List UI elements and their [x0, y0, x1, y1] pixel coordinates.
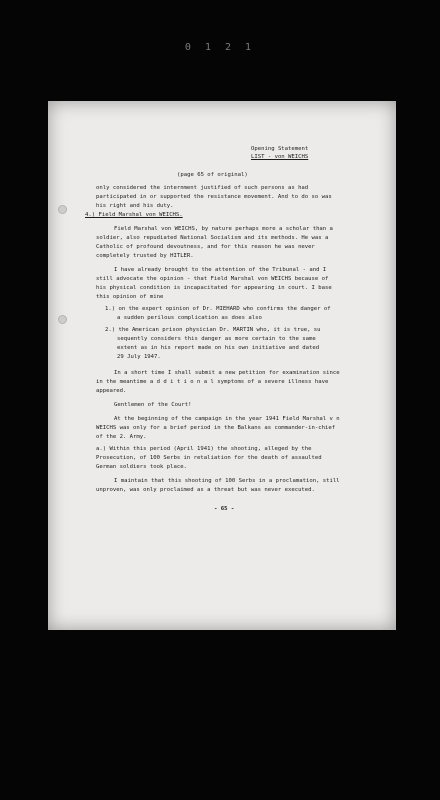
salutation: Gentlemen of the Court! — [114, 402, 192, 408]
text-line: In a short time I shall submit a new petition for examination since — [114, 370, 340, 376]
microfilm-frame-code: 0 1 2 1 — [184, 42, 256, 53]
text-line: soldier, also repudiated National Socialism and its methods. He was a — [96, 235, 329, 241]
header-case: LIST - von WEICHS — [251, 154, 309, 160]
text-line: I maintain that this shooting of 100 Serbs in a proclamation, still — [114, 478, 340, 484]
text-line: his physical condition is incapacitated for appearing in court. I base — [96, 285, 332, 291]
text-line: At the beginning of the campaign in the year 1941 Field Marshal v n — [114, 416, 340, 422]
text-line: Field Marshal von WEICHS, by nature perhaps more a scholar than a — [114, 226, 333, 232]
document-text — [48, 101, 396, 630]
text-line: this opinion of mine — [96, 294, 164, 300]
text-line: WEICHS was only for a brief period in the Balkans as commander-in-chief — [96, 425, 336, 431]
list-item-cont: a sudden perilous complication as does also — [117, 315, 262, 321]
text-line: I have already brought to the attention of the Tribunal - and I — [114, 267, 327, 273]
text-line: Prosecution, of 100 Serbs in retaliation for the death of assaulted — [96, 455, 322, 461]
text-line: participated in or supported the resistance movement. And to do so was — [96, 194, 332, 200]
list-item: 1.) on the expert opinion of Dr. MIEHARD who confirms the danger of — [105, 306, 331, 312]
list-item-cont: extent as in his report made on his own initiative and dated — [117, 345, 320, 351]
document-page — [48, 101, 396, 630]
list-item-cont: sequently considers this danger as more certain to the same — [117, 336, 316, 342]
header-title: Opening Statement — [251, 146, 309, 152]
text-line: only considered the internment justified of such persons as had — [96, 185, 309, 191]
text-line: in the meantime a d d i t i o n a l symptoms of a severe illness have — [96, 379, 329, 385]
page-reference: (page 65 of original) — [177, 172, 248, 178]
text-line: Catholic of profound devoutness, and for this reason he was never — [96, 244, 315, 250]
text-line: completely trusted by HITLER. — [96, 253, 194, 259]
page-number: - 65 - — [214, 506, 235, 512]
text-line: his right and his duty. — [96, 203, 174, 209]
text-line: appeared. — [96, 388, 127, 394]
list-item: 2.) the American prison physician Dr. MARTIN who, it is true, su — [105, 327, 321, 333]
text-line: of the 2. Army. — [96, 434, 147, 440]
text-line: still advocate the opinion - that Field Marshal von WEICHS because of — [96, 276, 329, 282]
list-item-cont: 29 July 1947. — [117, 354, 161, 360]
text-line: unproven, was only proclaimed as a threat but was never executed. — [96, 487, 315, 493]
section-heading: 4.) Field Marshal von WEICHS. — [85, 212, 183, 218]
text-line: German soldiers took place. — [96, 464, 187, 470]
list-item: a.) Within this period (April 1941) the shooting, alleged by the — [96, 446, 312, 452]
